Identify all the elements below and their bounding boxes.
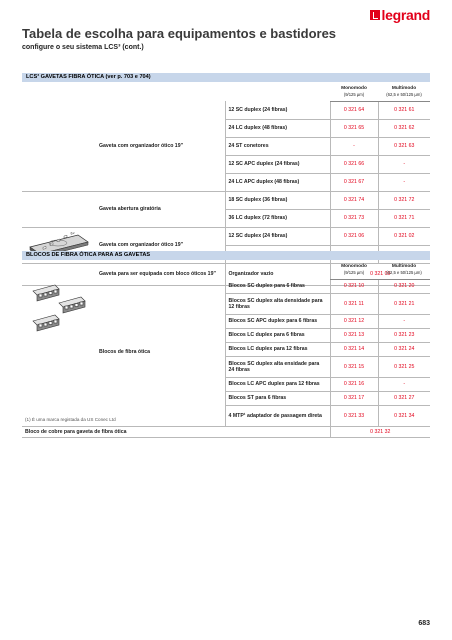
group-label: Gaveta para ser equipada com bloco óticos 19"	[96, 263, 225, 285]
row-description: 4 MTP¹ adaptador de passagem direta	[225, 405, 330, 426]
ref-multi: 0 321 61	[378, 101, 430, 119]
table-header-row	[22, 84, 430, 101]
ref-multi: -	[378, 155, 430, 173]
ref-multi: 0 321 21	[378, 293, 430, 314]
legrand-logo	[370, 8, 430, 22]
row-description: Organizador vazio	[225, 263, 330, 285]
column-header-multi: Multimodo (62,5 e 50/125 µm)	[378, 84, 430, 101]
ref-multi: 0 321 25	[378, 356, 430, 377]
ref-multi: 0 321 02	[378, 227, 430, 245]
row-description: 24 LC duplex (48 fibras)	[225, 119, 330, 137]
row-description: Blocos LC duplex para 12 fibras	[225, 342, 330, 356]
ref-mono: 0 321 15	[330, 356, 378, 377]
row-description: Blocos SC duplex para 6 fibras	[225, 279, 330, 293]
row-description: Blocos LC duplex para 6 fibras	[225, 328, 330, 342]
section-title-blocos: BLOCOS DE FIBRA ÓTICA PARA AS GAVETAS	[22, 251, 430, 260]
ref-mono: 0 321 67	[330, 173, 378, 191]
page-title: Tabela de escolha para equipamentos e bastidores	[22, 26, 337, 41]
row-description: Blocos ST para 6 fibras	[225, 391, 330, 405]
ref-multi: 0 321 24	[378, 342, 430, 356]
ref-mono: 0 321 14	[330, 342, 378, 356]
table-row	[22, 101, 430, 119]
page-subtitle: configure o seu sistema LCS³ (cont.)	[22, 44, 144, 51]
ref-mono: 0 321 74	[330, 191, 378, 209]
group-label: Gaveta com organizador ótico 19"	[96, 101, 225, 191]
row-description: Blocos SC duplex alta ensidade para 24 fibras	[225, 356, 330, 377]
ref-multi: 0 321 34	[378, 405, 430, 426]
product-image-cell	[22, 191, 96, 227]
legrand-logo-icon	[370, 10, 380, 20]
ref-mono: -	[330, 137, 378, 155]
ref-multi: 0 321 23	[378, 328, 430, 342]
ref-multi: 0 321 27	[378, 391, 430, 405]
ref-combined: 0 321 32	[330, 426, 430, 437]
row-description: 24 ST conetores	[225, 137, 330, 155]
ref-mono: 0 321 10	[330, 279, 378, 293]
ref-multi: 0 321 71	[378, 209, 430, 227]
row-description: Blocos SC duplex alta densidade para 12 fibras	[225, 293, 330, 314]
ref-multi: -	[378, 173, 430, 191]
ref-mono: 0 321 17	[330, 391, 378, 405]
section-title-gavetas: LCS³ GAVETAS FIBRA ÓTICA (ver p. 703 e 704)	[22, 73, 430, 82]
row-description: 12 SC duplex (24 fibras)	[225, 101, 330, 119]
table-row	[22, 227, 430, 245]
table-row	[22, 426, 430, 437]
ref-mono: 0 321 33	[330, 405, 378, 426]
ref-mono: 0 321 65	[330, 119, 378, 137]
row-description: 18 SC duplex (36 fibras)	[225, 191, 330, 209]
footnote: (1) É uma marca registada da US Conec Ltd	[25, 417, 116, 422]
table-row	[22, 191, 430, 209]
product-image-cell	[22, 279, 96, 426]
brand-name: legrand	[381, 7, 430, 23]
ref-multi: -	[378, 314, 430, 328]
group-label: Gaveta abertura giratória	[96, 191, 225, 227]
column-header-multi: Multimodo (62,5 e 50/125 µm)	[378, 262, 430, 279]
ref-mono: 0 321 12	[330, 314, 378, 328]
ref-mono: 0 321 64	[330, 101, 378, 119]
row-description: Blocos LC APC duplex para 12 fibras	[225, 377, 330, 391]
product-image-cell	[22, 101, 96, 191]
ref-multi: 0 321 62	[378, 119, 430, 137]
fiber-block-image	[29, 281, 89, 343]
group-label: Blocos de fibra ótica	[96, 279, 225, 426]
row-description: 36 LC duplex (72 fibras)	[225, 209, 330, 227]
ref-multi: -	[378, 377, 430, 391]
page-number: 683	[418, 620, 430, 627]
ref-multi: 0 321 72	[378, 191, 430, 209]
ref-multi: 0 321 20	[378, 279, 430, 293]
row-description: 24 LC APC duplex (48 fibras)	[225, 173, 330, 191]
ref-mono: 0 321 66	[330, 155, 378, 173]
column-header-mono: Monomodo (9/125 µm)	[330, 84, 378, 101]
ref-mono: 0 321 73	[330, 209, 378, 227]
blocos-table	[22, 262, 430, 438]
ref-multi: 0 321 63	[378, 137, 430, 155]
ref-mono: 0 321 16	[330, 377, 378, 391]
column-header-mono: Monomodo (9/125 µm)	[330, 262, 378, 279]
table-row	[22, 279, 430, 293]
row-description: Blocos SC APC duplex para 6 fibras	[225, 314, 330, 328]
row-description: 12 SC duplex (24 fibras)	[225, 227, 330, 245]
ref-mono: 0 321 13	[330, 328, 378, 342]
ref-mono: 0 321 06	[330, 227, 378, 245]
table-header-row	[22, 262, 430, 279]
ref-mono: 0 321 11	[330, 293, 378, 314]
group-label: Gaveta com organizador ótico 19"	[96, 227, 225, 263]
row-description: 12 SC APC duplex (24 fibras)	[225, 155, 330, 173]
ref-combined: 0 321 00	[330, 263, 430, 285]
cover-row-label: Bloco de cobre para gaveta de fibra ótica	[22, 426, 330, 437]
